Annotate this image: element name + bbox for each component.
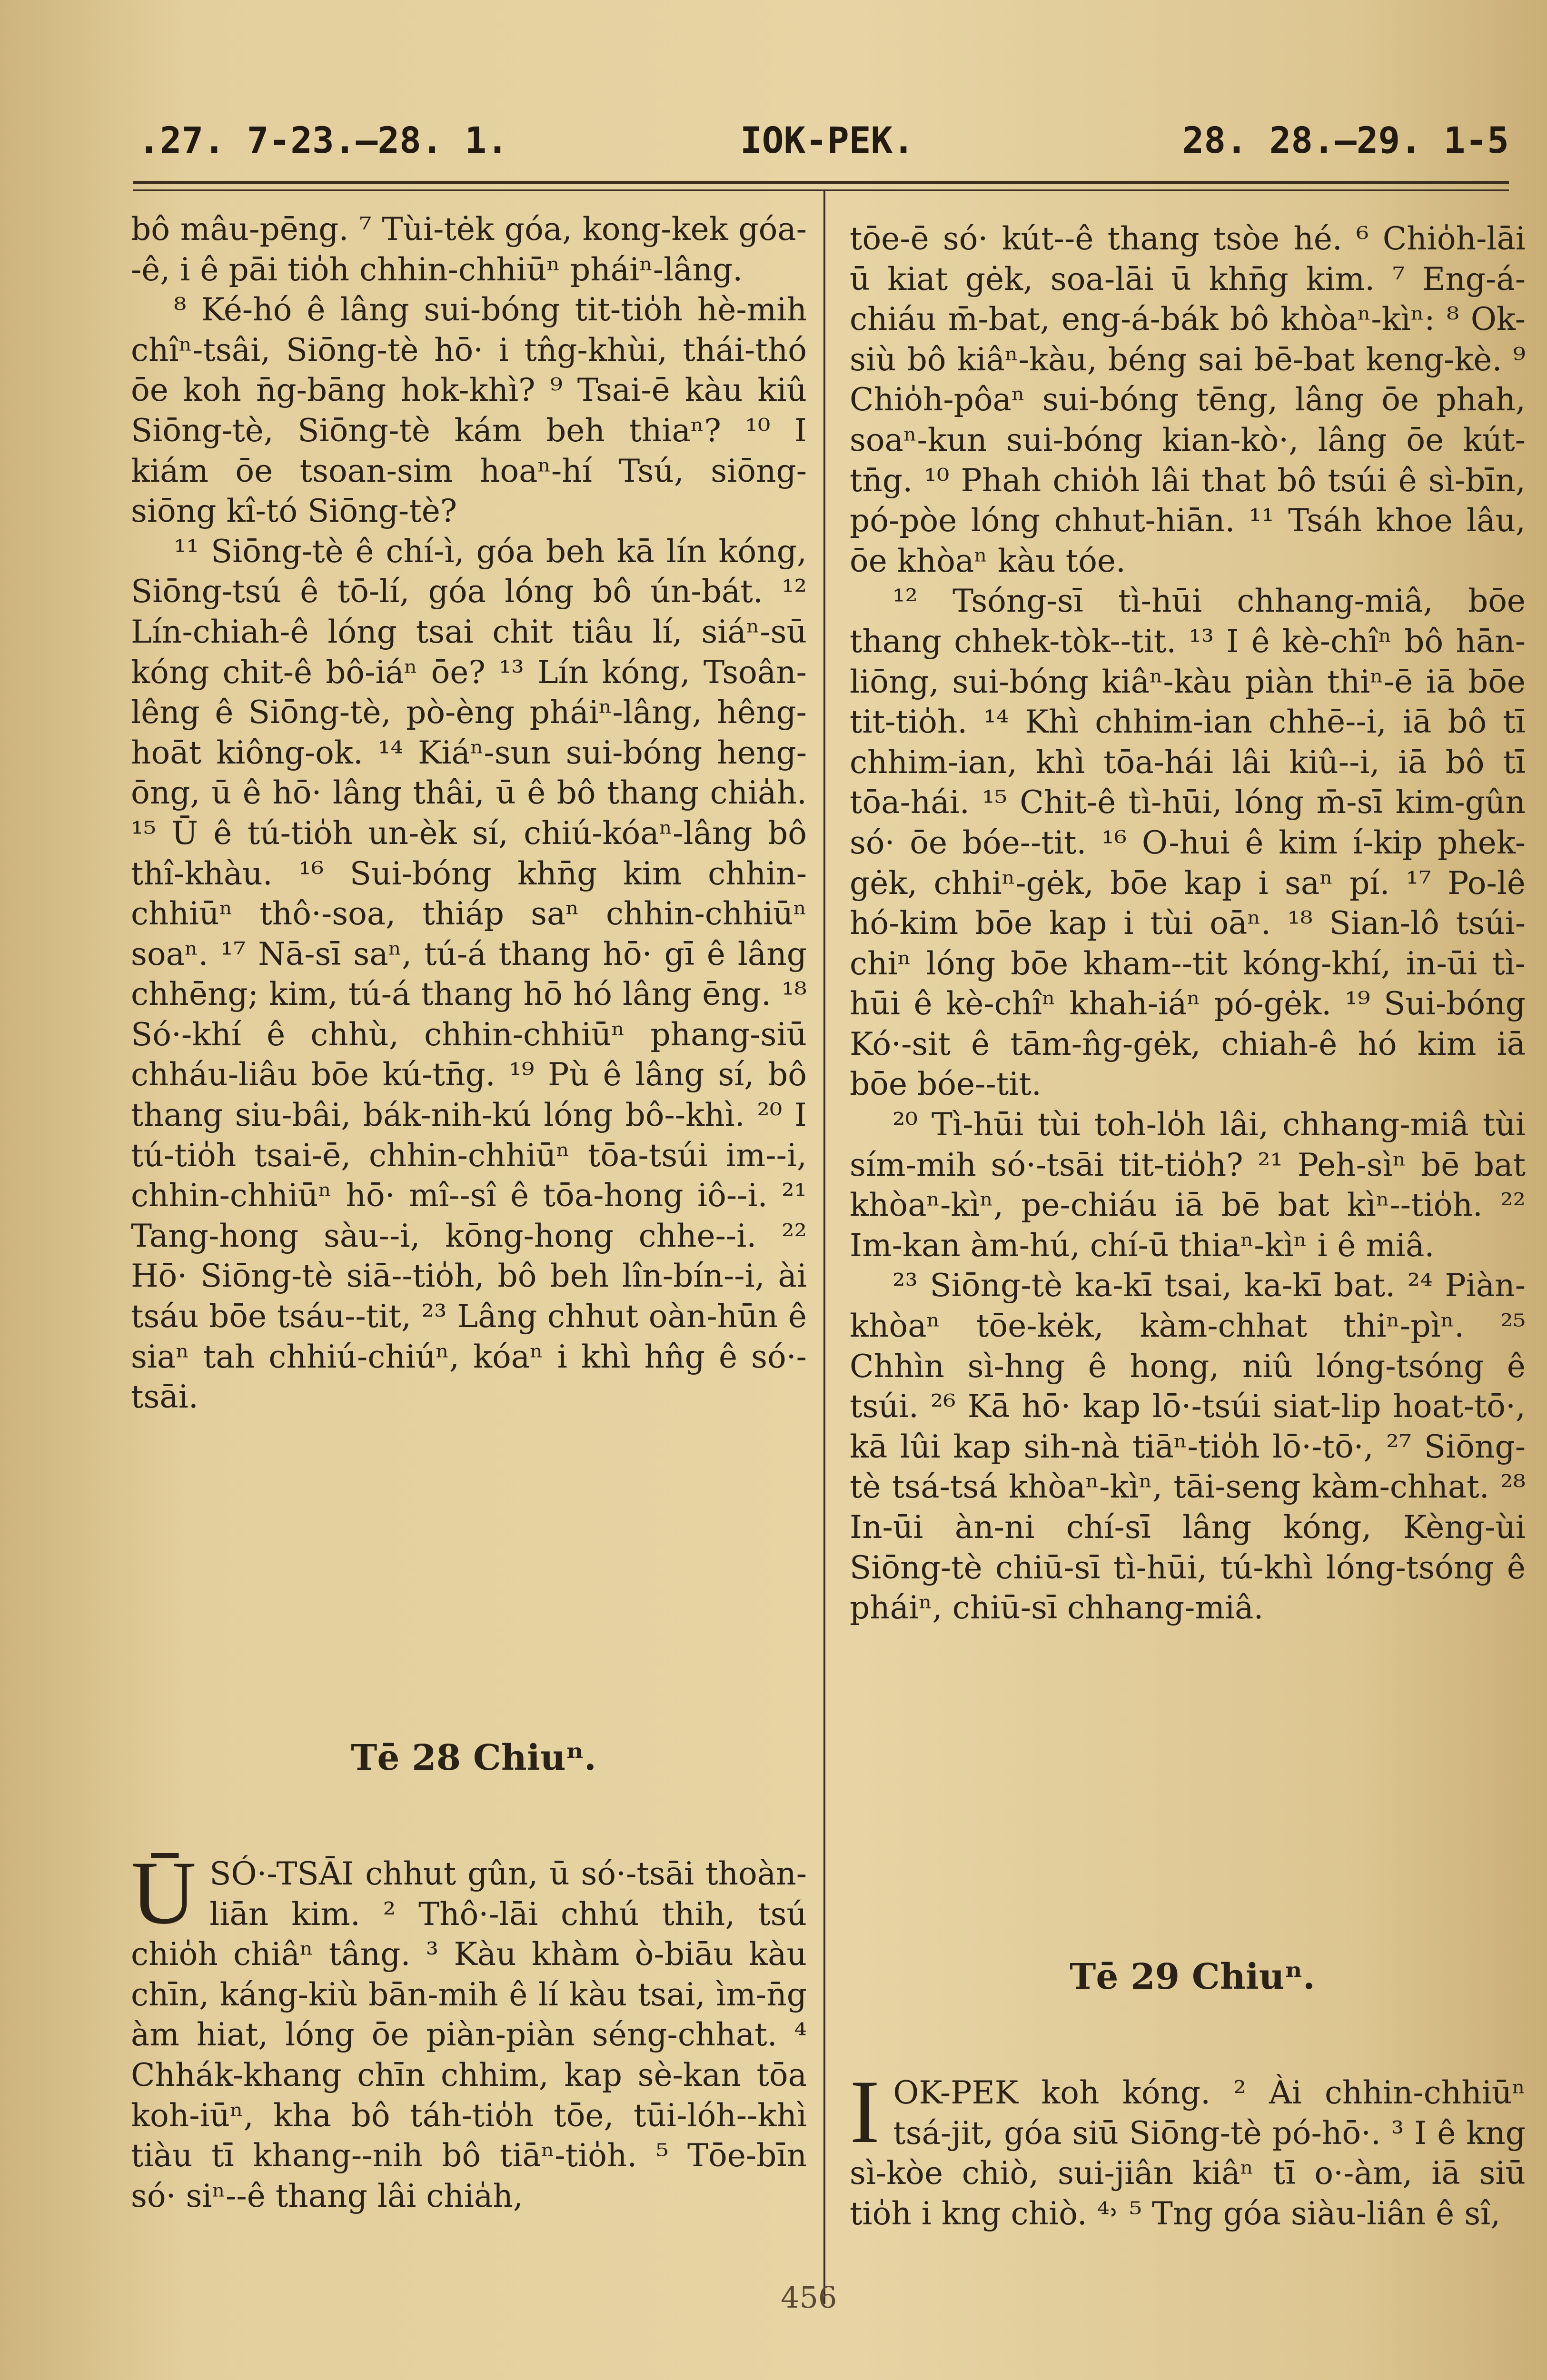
left-column <box>131 209 807 1418</box>
chapter-29-opening <box>850 2062 1526 2234</box>
chapter-29-text: OK-PEK koh kóng. ² Ài chhin-chhiūⁿ tsá-jit, góa siū Siōng-tè pó-hō·. ³ I ê kng sì-kòe chiò, sui-jiân kiâⁿ tī o·-àm, iā siū tio̍h i kng chiò. ⁴˒ ⁵ Tng góa siàu-liân ê sî, <box>850 2074 1526 2232</box>
header-rule-thin <box>133 189 1509 191</box>
page-number: 456 <box>781 2280 837 2315</box>
running-header <box>138 119 1509 171</box>
drop-cap: Ū <box>131 1843 197 1943</box>
header-book-title: IOK-PEK. <box>740 119 915 161</box>
right-column <box>850 219 1526 1628</box>
chapter-heading: Tē 28 Chiuⁿ. <box>351 1737 596 1778</box>
paragraph: ¹² Tsóng-sī tì-hūi chhang-miâ, bōe thang chhek-tòk--tit. ¹³ I ê kè-chîⁿ bô hān-liōng, sui-bóng kiâⁿ-kàu piàn thiⁿ-ē iā bōe tit-tio̍h. ¹⁴ Khì chhim-ian chhē--i, iā bô tī chhim-ian, khì tōa-hái lâi kiû--i, iā bô tī tōa-hái. ¹⁵ Chit-ê tì-hūi, lóng m̄-sī kim-gûn só· ōe bóe--tit. ¹⁶ O-hui ê kim í-kip phek-gėk, chhiⁿ-gėk, bōe kap i saⁿ pí. ¹⁷ Po-lê hó-kim bōe kap i tùi oāⁿ. ¹⁸ Sian-lô tsúi-chiⁿ lóng bōe kham--tit kóng-khí, in-ūi tì-hūi ê kè-chîⁿ khah-iáⁿ pó-gėk. ¹⁹ Sui-bóng Kó·-sit ê tām-n̂g-gėk, chiah-ê hó kim iā bōe bóe--tit. <box>850 583 1526 1103</box>
chapter-28-text: SÓ·-TSĀI chhut gûn, ū só·-tsāi thoàn-liān kim. ² Thô·-lāi chhú thih, tsú chio̍h chiâⁿ tâng. ³ Kàu khàm ò-biāu kàu chīn, káng-kiù bān-mih ê lí kàu tsai, ìm-n̄g àm hiat, lóng ōe piàn-piàn séng-chhat. ⁴ Chhák-khang chīn chhim, kap sè-kan tōa koh-iūⁿ, kha bô táh-tio̍h tōe, tūi-lóh--khì tiàu tī khang--nih bô tiāⁿ-tio̍h. ⁵ Tōe-bīn só· siⁿ--ê thang lâi chia̍h, <box>131 1855 807 2214</box>
paragraph: ¹¹ Siōng-tè ê chí-ì, góa beh kā lín kóng, Siōng-tsú ê tō-lí, góa lóng bô ún-bát. ¹² Lín-chiah-ê lóng tsai chit tiâu lí, siáⁿ-sū kóng chit-ê bô-iáⁿ ōe? ¹³ Lín kóng, Tsoân-lêng ê Siōng-tè, pò-èng pháiⁿ-lâng, hêng-hoāt kiông-ok. ¹⁴ Kiáⁿ-sun sui-bóng heng-ōng, ū ê hō· lâng thâi, ū ê bô thang chia̍h. ¹⁵ Ū ê tú-tio̍h un-èk sí, chiú-kóaⁿ-lâng bô thî-khàu. ¹⁶ Sui-bóng khn̄g kim chhin-chhiūⁿ thô·-soa, thiáp saⁿ chhin-chhiūⁿ soaⁿ. ¹⁷ Nā-sī saⁿ, tú-á thang hō· gī ê lâng chhēng; kim, tú-á thang hō hó lâng ēng. ¹⁸ Só·-khí ê chhù, chhin-chhiūⁿ phang-siū chháu-liâu bōe kú-tn̄g. ¹⁹ Pù ê lâng sí, bô thang siu-bâi, bák-nih-kú lóng bô--khì. ²⁰ I tú-tio̍h tsai-ē, chhin-chhiūⁿ tōa-tsúi im--i, chhin-chhiūⁿ hō· mî--sî ê tōa-hong iô--i. ²¹ Tang-hong sàu--i, kōng-hong chhe--i. ²² Hō· Siōng-tè siā--tio̍h, bô beh lîn-bín--i, ài tsáu bōe tsáu--tit, ²³ Lâng chhut oàn-hūn ê siaⁿ tah chhiú-chiúⁿ, kóaⁿ i khì hn̂g ê só·-tsāi. <box>131 533 807 1416</box>
chapter-29-body <box>850 2062 1526 2234</box>
paragraph: ⁸ Ké-hó ê lâng sui-bóng tit-tio̍h hè-mih chîⁿ-tsâi, Siōng-tè hō· i tn̂g-khùi, thái-thó ōe koh n̄g-bāng hok-khì? ⁹ Tsai-ē kàu kiû Siōng-tè, Siōng-tè kám beh thiaⁿ? ¹⁰ I kiám ōe tsoan-sim hoaⁿ-hí Tsú, siōng-siōng kî-tó Siōng-tè? <box>131 291 807 530</box>
chapter-28-body <box>131 1843 807 2216</box>
paragraph: ²³ Siōng-tè ka-kī tsai, ka-kī bat. ²⁴ Piàn-khòaⁿ tōe-kėk, kàm-chhat thiⁿ-pìⁿ. ²⁵ Chhìn sì-hng ê hong, niû lóng-tsóng ê tsúi. ²⁶ Kā hō· kap lō·-tsúi siat-lip hoat-tō·, kā lûi kap sih-nà tiāⁿ-tio̍h lō·-tō·, ²⁷ Siōng-tè tsá-tsá khòaⁿ-kìⁿ, tāi-seng kàm-chhat. ²⁸ In-ūi àn-ni chí-sī lâng kóng, Kèng-ùi Siōng-tè chiū-sī tì-hūi, tú-khì lóng-tsóng ê pháiⁿ, chiū-sī chhang-miâ. <box>850 1267 1526 1626</box>
paragraph: tōe-ē só· kút--ê thang tsòe hé. ⁶ Chio̍h-lāi ū kiat gėk, soa-lāi ū khn̄g kim. ⁷ Eng-á-chiáu m̄-bat, eng-á-bák bô khòaⁿ-kìⁿ: ⁸ Ok-siù bô kiâⁿ-kàu, béng sai bē-bat keng-kè. ⁹ Chio̍h-pôaⁿ sui-bóng tēng, lâng ōe phah, soaⁿ-kun sui-bóng kian-kò·, lâng ōe kút-tn̄g. ¹⁰ Phah chio̍h lâi that bô tsúi ê sì-bīn, pó-pòe lóng chhut-hiān. ¹¹ Tsáh khoe lâu, ōe khòaⁿ kàu tóe. <box>850 220 1526 579</box>
header-rule <box>133 181 1509 184</box>
column-divider <box>823 190 825 2304</box>
paragraph: ²⁰ Tì-hūi tùi toh-lo̍h lâi, chhang-miâ tùi sím-mih só·-tsāi tit-tio̍h? ²¹ Peh-sìⁿ bē bat khòaⁿ-kìⁿ, pe-chiáu iā bē bat kìⁿ--tio̍h. ²² Im-kan àm-hú, chí-ū thiaⁿ-kìⁿ i ê miâ. <box>850 1106 1526 1264</box>
drop-cap: I <box>850 2062 880 2162</box>
paragraph: bô mâu-pēng. ⁷ Tùi-tėk góa, kong-kek góa--ê, i ê pāi tio̍h chhin-chhiūⁿ pháiⁿ-lâng. <box>131 211 807 288</box>
header-right-reference: 28. 28.—29. 1-5 <box>1182 119 1509 161</box>
header-left-reference: .27. 7-23.—28. 1. <box>138 119 508 161</box>
chapter-heading: Tē 29 Chiuⁿ. <box>1070 1956 1315 1997</box>
chapter-28-opening <box>131 1843 807 2216</box>
